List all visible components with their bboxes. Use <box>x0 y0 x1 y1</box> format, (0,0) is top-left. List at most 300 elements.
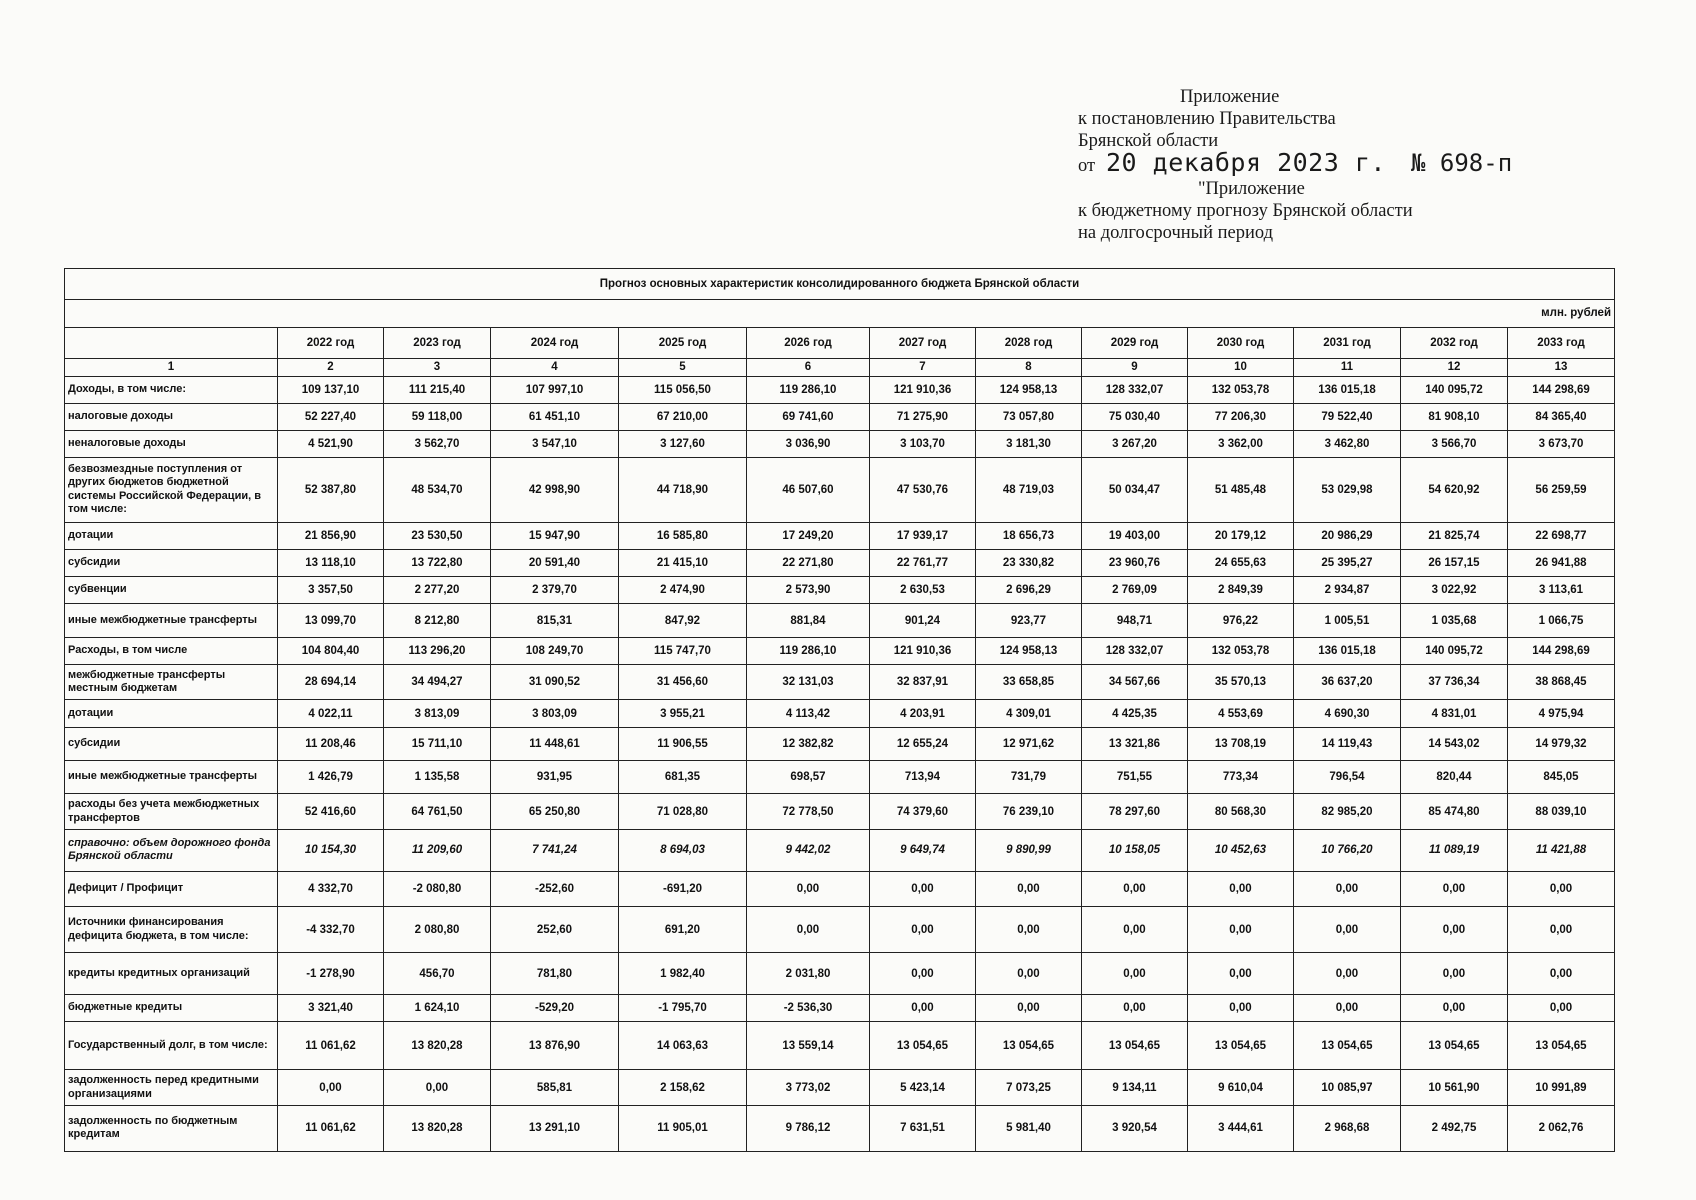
row-label: задолженность перед кредитными организациями <box>65 1070 278 1106</box>
table-cell: 796,54 <box>1294 761 1401 794</box>
table-cell: 0,00 <box>1508 995 1615 1022</box>
row-label: Государственный долг, в том числе: <box>65 1022 278 1070</box>
table-cell: 781,80 <box>491 953 619 995</box>
table-cell: 128 332,07 <box>1082 376 1188 403</box>
table-cell: 14 979,32 <box>1508 727 1615 760</box>
table-cell: 15 711,10 <box>384 727 491 760</box>
table-cell: 128 332,07 <box>1082 637 1188 664</box>
appendix-header <box>1078 86 1598 244</box>
table-cell: 948,71 <box>1082 604 1188 637</box>
year-header: 2031 год <box>1294 327 1401 358</box>
table-cell: 11 061,62 <box>278 1105 384 1151</box>
row-label: иные межбюджетные трансферты <box>65 761 278 794</box>
table-cell: 84 365,40 <box>1508 403 1615 430</box>
table-cell: 35 570,13 <box>1188 664 1294 700</box>
table-cell: 1 426,79 <box>278 761 384 794</box>
resolution-date: 20 декабря 2023 г. <box>1106 148 1386 177</box>
table-cell: 124 958,13 <box>976 637 1082 664</box>
table-cell: 31 456,60 <box>619 664 747 700</box>
table-cell: 109 137,10 <box>278 376 384 403</box>
row-label: дотации <box>65 700 278 727</box>
table-cell: 2 474,90 <box>619 577 747 604</box>
resolution-date-line <box>1078 148 1598 178</box>
table-cell: 48 534,70 <box>384 458 491 523</box>
table-cell: 13 054,65 <box>1508 1022 1615 1070</box>
table-cell: 0,00 <box>1401 995 1508 1022</box>
column-number: 5 <box>619 358 747 376</box>
table-cell: 3 357,50 <box>278 577 384 604</box>
table-row <box>65 794 1615 830</box>
table-row <box>65 907 1615 953</box>
column-number: 4 <box>491 358 619 376</box>
table-cell: 77 206,30 <box>1188 403 1294 430</box>
table-cell: 136 015,18 <box>1294 376 1401 403</box>
table-cell: 1 982,40 <box>619 953 747 995</box>
table-row <box>65 637 1615 664</box>
table-cell: 3 444,61 <box>1188 1105 1294 1151</box>
year-header: 2029 год <box>1082 327 1188 358</box>
table-cell: 121 910,36 <box>870 376 976 403</box>
table-cell: 0,00 <box>1294 907 1401 953</box>
table-cell: 72 778,50 <box>747 794 870 830</box>
table-row <box>65 871 1615 907</box>
table-cell: 10 154,30 <box>278 829 384 871</box>
year-header: 2030 год <box>1188 327 1294 358</box>
table-cell: 11 089,19 <box>1401 829 1508 871</box>
table-row <box>65 1070 1615 1106</box>
table-cell: 7 741,24 <box>491 829 619 871</box>
table-cell: 2 031,80 <box>747 953 870 995</box>
table-cell: 5 981,40 <box>976 1105 1082 1151</box>
table-cell: 11 209,60 <box>384 829 491 871</box>
table-cell: 2 492,75 <box>1401 1105 1508 1151</box>
table-cell: 13 321,86 <box>1082 727 1188 760</box>
table-cell: 65 250,80 <box>491 794 619 830</box>
table-cell: 111 215,40 <box>384 376 491 403</box>
table-cell: 3 036,90 <box>747 430 870 457</box>
column-number: 13 <box>1508 358 1615 376</box>
table-cell: 36 637,20 <box>1294 664 1401 700</box>
table-cell: 0,00 <box>976 995 1082 1022</box>
table-cell: 0,00 <box>1401 907 1508 953</box>
table-cell: 16 585,80 <box>619 522 747 549</box>
table-cell: 3 955,21 <box>619 700 747 727</box>
table-cell: 4 332,70 <box>278 871 384 907</box>
table-cell: -4 332,70 <box>278 907 384 953</box>
table-cell: 34 494,27 <box>384 664 491 700</box>
table-cell: 7 073,25 <box>976 1070 1082 1106</box>
table-cell: 0,00 <box>384 1070 491 1106</box>
year-header: 2028 год <box>976 327 1082 358</box>
table-cell: 115 056,50 <box>619 376 747 403</box>
table-cell: 3 562,70 <box>384 430 491 457</box>
table-cell: 20 591,40 <box>491 550 619 577</box>
table-cell: 32 837,91 <box>870 664 976 700</box>
year-header: 2032 год <box>1401 327 1508 358</box>
table-cell: 11 208,46 <box>278 727 384 760</box>
table-row <box>65 664 1615 700</box>
table-cell: 252,60 <box>491 907 619 953</box>
table-cell: 32 131,03 <box>747 664 870 700</box>
table-cell: 0,00 <box>1188 907 1294 953</box>
table-cell: 80 568,30 <box>1188 794 1294 830</box>
table-cell: 815,31 <box>491 604 619 637</box>
date-prefix: от <box>1078 156 1096 176</box>
table-row <box>65 376 1615 403</box>
table-cell: 56 259,59 <box>1508 458 1615 523</box>
table-cell: 21 415,10 <box>619 550 747 577</box>
table-cell: 2 379,70 <box>491 577 619 604</box>
table-cell: 713,94 <box>870 761 976 794</box>
table-cell: 23 330,82 <box>976 550 1082 577</box>
table-cell: 9 134,11 <box>1082 1070 1188 1106</box>
table-cell: 9 890,99 <box>976 829 1082 871</box>
year-header: 2022 год <box>278 327 384 358</box>
table-cell: 13 820,28 <box>384 1022 491 1070</box>
table-cell: 61 451,10 <box>491 403 619 430</box>
table-cell: 38 868,45 <box>1508 664 1615 700</box>
table-cell: 3 362,00 <box>1188 430 1294 457</box>
column-number: 2 <box>278 358 384 376</box>
table-cell: 2 849,39 <box>1188 577 1294 604</box>
table-cell: 0,00 <box>1401 871 1508 907</box>
table-cell: 4 521,90 <box>278 430 384 457</box>
table-cell: 3 113,61 <box>1508 577 1615 604</box>
year-header: 2026 год <box>747 327 870 358</box>
table-cell: 71 028,80 <box>619 794 747 830</box>
table-cell: 4 975,94 <box>1508 700 1615 727</box>
table-cell: 52 387,80 <box>278 458 384 523</box>
table-cell: 0,00 <box>1508 907 1615 953</box>
table-cell: 931,95 <box>491 761 619 794</box>
table-cell: 12 382,82 <box>747 727 870 760</box>
table-cell: 69 741,60 <box>747 403 870 430</box>
year-header: 2025 год <box>619 327 747 358</box>
row-label: дотации <box>65 522 278 549</box>
year-header: 2024 год <box>491 327 619 358</box>
table-cell: 124 958,13 <box>976 376 1082 403</box>
column-number: 9 <box>1082 358 1188 376</box>
table-cell: 42 998,90 <box>491 458 619 523</box>
table-row <box>65 577 1615 604</box>
table-cell: 2 062,76 <box>1508 1105 1615 1151</box>
table-title: Прогноз основных характеристик консолидированного бюджета Брянской области <box>65 269 1615 300</box>
column-number: 7 <box>870 358 976 376</box>
table-row <box>65 700 1615 727</box>
table-cell: 20 986,29 <box>1294 522 1401 549</box>
table-cell: 25 395,27 <box>1294 550 1401 577</box>
table-cell: 976,22 <box>1188 604 1294 637</box>
table-cell: 0,00 <box>870 871 976 907</box>
table-cell: 121 910,36 <box>870 637 976 664</box>
table-row <box>65 1105 1615 1151</box>
table-cell: 17 249,20 <box>747 522 870 549</box>
row-label: субсидии <box>65 727 278 760</box>
table-row <box>65 522 1615 549</box>
table-cell: 845,05 <box>1508 761 1615 794</box>
table-cell: 50 034,47 <box>1082 458 1188 523</box>
table-cell: 731,79 <box>976 761 1082 794</box>
table-cell: 820,44 <box>1401 761 1508 794</box>
table-cell: 81 908,10 <box>1401 403 1508 430</box>
table-cell: 64 761,50 <box>384 794 491 830</box>
table-cell: 0,00 <box>1082 871 1188 907</box>
table-cell: 21 856,90 <box>278 522 384 549</box>
table-cell: 76 239,10 <box>976 794 1082 830</box>
table-cell: 11 061,62 <box>278 1022 384 1070</box>
resolution-reference: к постановлению Правительства <box>1078 109 1336 129</box>
table-cell: 48 719,03 <box>976 458 1082 523</box>
table-row <box>65 1022 1615 1070</box>
table-cell: 3 773,02 <box>747 1070 870 1106</box>
table-cell: 67 210,00 <box>619 403 747 430</box>
table-cell: 13 099,70 <box>278 604 384 637</box>
table-cell: 0,00 <box>1082 907 1188 953</box>
table-cell: 2 080,80 <box>384 907 491 953</box>
year-header: 2033 год <box>1508 327 1615 358</box>
table-cell: 52 227,40 <box>278 403 384 430</box>
table-cell: 13 054,65 <box>976 1022 1082 1070</box>
row-label: справочно: объем дорожного фонда Брянской области <box>65 829 278 871</box>
table-cell: 3 566,70 <box>1401 430 1508 457</box>
table-cell: 881,84 <box>747 604 870 637</box>
table-cell: 901,24 <box>870 604 976 637</box>
table-cell: 71 275,90 <box>870 403 976 430</box>
table-cell: 681,35 <box>619 761 747 794</box>
table-cell: 46 507,60 <box>747 458 870 523</box>
table-cell: 13 291,10 <box>491 1105 619 1151</box>
table-cell: 132 053,78 <box>1188 376 1294 403</box>
table-cell: 0,00 <box>1401 953 1508 995</box>
year-header: 2027 год <box>870 327 976 358</box>
table-cell: 115 747,70 <box>619 637 747 664</box>
table-cell: 1 035,68 <box>1401 604 1508 637</box>
table-cell: 75 030,40 <box>1082 403 1188 430</box>
table-cell: 0,00 <box>870 953 976 995</box>
table-cell: 3 547,10 <box>491 430 619 457</box>
table-cell: 2 968,68 <box>1294 1105 1401 1151</box>
table-cell: 73 057,80 <box>976 403 1082 430</box>
table-cell: 11 421,88 <box>1508 829 1615 871</box>
table-cell: 53 029,98 <box>1294 458 1401 523</box>
table-cell: 3 022,92 <box>1401 577 1508 604</box>
table-cell: 11 905,01 <box>619 1105 747 1151</box>
table-cell: 78 297,60 <box>1082 794 1188 830</box>
table-cell: 5 423,14 <box>870 1070 976 1106</box>
table-cell: 13 820,28 <box>384 1105 491 1151</box>
table-cell: 4 022,11 <box>278 700 384 727</box>
table-cell: 13 708,19 <box>1188 727 1294 760</box>
row-label: задолженность по бюджетным кредитам <box>65 1105 278 1151</box>
table-cell: -252,60 <box>491 871 619 907</box>
table-cell: 13 722,80 <box>384 550 491 577</box>
table-cell: 140 095,72 <box>1401 637 1508 664</box>
table-cell: 28 694,14 <box>278 664 384 700</box>
row-label: Источники финансирования дефицита бюджета, в том числе: <box>65 907 278 953</box>
table-cell: 4 831,01 <box>1401 700 1508 727</box>
table-cell: 19 403,00 <box>1082 522 1188 549</box>
table-cell: 24 655,63 <box>1188 550 1294 577</box>
table-cell: 13 054,65 <box>1188 1022 1294 1070</box>
column-number: 10 <box>1188 358 1294 376</box>
table-cell: 15 947,90 <box>491 522 619 549</box>
table-cell: 3 462,80 <box>1294 430 1401 457</box>
row-label: Доходы, в том числе: <box>65 376 278 403</box>
table-cell: 7 631,51 <box>870 1105 976 1151</box>
table-cell: 2 630,53 <box>870 577 976 604</box>
table-cell: 12 655,24 <box>870 727 976 760</box>
inner-appendix-title: "Приложение <box>1198 179 1305 199</box>
row-label: иные межбюджетные трансферты <box>65 604 278 637</box>
row-label: бюджетные кредиты <box>65 995 278 1022</box>
table-cell: 37 736,34 <box>1401 664 1508 700</box>
table-cell: 13 054,65 <box>870 1022 976 1070</box>
table-cell: 0,00 <box>278 1070 384 1106</box>
table-cell: 47 530,76 <box>870 458 976 523</box>
table-cell: 21 825,74 <box>1401 522 1508 549</box>
table-cell: 132 053,78 <box>1188 637 1294 664</box>
table-cell: 3 321,40 <box>278 995 384 1022</box>
years-header-blank <box>65 327 278 358</box>
table-cell: 0,00 <box>1188 995 1294 1022</box>
table-cell: 17 939,17 <box>870 522 976 549</box>
table-cell: 79 522,40 <box>1294 403 1401 430</box>
table-cell: 88 039,10 <box>1508 794 1615 830</box>
table-cell: 13 118,10 <box>278 550 384 577</box>
table-row <box>65 403 1615 430</box>
budget-forecast-table <box>64 268 1615 1152</box>
table-cell: 773,34 <box>1188 761 1294 794</box>
row-label: субвенции <box>65 577 278 604</box>
table-cell: -1 278,90 <box>278 953 384 995</box>
table-cell: 23 960,76 <box>1082 550 1188 577</box>
year-header: 2023 год <box>384 327 491 358</box>
table-cell: 33 658,85 <box>976 664 1082 700</box>
table-cell: 54 620,92 <box>1401 458 1508 523</box>
table-cell: 2 158,62 <box>619 1070 747 1106</box>
table-cell: 13 876,90 <box>491 1022 619 1070</box>
table-cell: 3 103,70 <box>870 430 976 457</box>
table-cell: 0,00 <box>1082 995 1188 1022</box>
table-cell: 13 054,65 <box>1401 1022 1508 1070</box>
table-cell: 4 203,91 <box>870 700 976 727</box>
table-cell: 2 696,29 <box>976 577 1082 604</box>
table-cell: 59 118,00 <box>384 403 491 430</box>
table-cell: 13 054,65 <box>1294 1022 1401 1070</box>
table-cell: 2 573,90 <box>747 577 870 604</box>
row-label: межбюджетные трансферты местным бюджетам <box>65 664 278 700</box>
table-cell: 74 379,60 <box>870 794 976 830</box>
column-number: 3 <box>384 358 491 376</box>
table-row <box>65 829 1615 871</box>
table-row <box>65 458 1615 523</box>
table-cell: 0,00 <box>976 953 1082 995</box>
table-cell: 18 656,73 <box>976 522 1082 549</box>
table-cell: 119 286,10 <box>747 376 870 403</box>
row-label: расходы без учета межбюджетных трансфертов <box>65 794 278 830</box>
table-cell: 8 694,03 <box>619 829 747 871</box>
table-cell: 2 934,87 <box>1294 577 1401 604</box>
table-cell: 1 135,58 <box>384 761 491 794</box>
table-cell: 3 803,09 <box>491 700 619 727</box>
table-row <box>65 604 1615 637</box>
table-cell: 1 624,10 <box>384 995 491 1022</box>
table-cell: 0,00 <box>870 907 976 953</box>
table-cell: 12 971,62 <box>976 727 1082 760</box>
table-cell: -2 536,30 <box>747 995 870 1022</box>
table-cell: 3 920,54 <box>1082 1105 1188 1151</box>
table-cell: -691,20 <box>619 871 747 907</box>
table-cell: 0,00 <box>870 995 976 1022</box>
table-row <box>65 430 1615 457</box>
resolution-number: № 698-п <box>1411 149 1513 177</box>
table-cell: 923,77 <box>976 604 1082 637</box>
table-cell: 3 673,70 <box>1508 430 1615 457</box>
appendix-title: Приложение <box>1180 87 1280 107</box>
table-cell: 107 997,10 <box>491 376 619 403</box>
table-cell: 14 543,02 <box>1401 727 1508 760</box>
table-cell: 10 991,89 <box>1508 1070 1615 1106</box>
column-number: 8 <box>976 358 1082 376</box>
table-cell: 9 442,02 <box>747 829 870 871</box>
table-cell: 20 179,12 <box>1188 522 1294 549</box>
row-label: Дефицит / Профицит <box>65 871 278 907</box>
column-number: 11 <box>1294 358 1401 376</box>
table-cell: 10 085,97 <box>1294 1070 1401 1106</box>
table-cell: 698,57 <box>747 761 870 794</box>
table-cell: 2 769,09 <box>1082 577 1188 604</box>
table-cell: 26 157,15 <box>1401 550 1508 577</box>
table-cell: 136 015,18 <box>1294 637 1401 664</box>
table-cell: 144 298,69 <box>1508 637 1615 664</box>
table-cell: 9 649,74 <box>870 829 976 871</box>
table-cell: -529,20 <box>491 995 619 1022</box>
table-cell: 0,00 <box>1188 953 1294 995</box>
table-cell: 1 066,75 <box>1508 604 1615 637</box>
table-cell: 22 761,77 <box>870 550 976 577</box>
table-cell: 8 212,80 <box>384 604 491 637</box>
table-row <box>65 953 1615 995</box>
forecast-period: на долгосрочный период <box>1078 223 1274 243</box>
table-cell: 140 095,72 <box>1401 376 1508 403</box>
table-cell: 456,70 <box>384 953 491 995</box>
table-cell: 51 485,48 <box>1188 458 1294 523</box>
table-row <box>65 550 1615 577</box>
table-cell: 4 425,35 <box>1082 700 1188 727</box>
table-cell: 0,00 <box>1294 871 1401 907</box>
table-cell: 10 452,63 <box>1188 829 1294 871</box>
column-number: 6 <box>747 358 870 376</box>
row-label: Расходы, в том числе <box>65 637 278 664</box>
table-cell: 3 181,30 <box>976 430 1082 457</box>
table-cell: 0,00 <box>747 871 870 907</box>
table-cell: 3 127,60 <box>619 430 747 457</box>
table-cell: 11 448,61 <box>491 727 619 760</box>
table-cell: 0,00 <box>747 907 870 953</box>
unit-label: млн. рублей <box>65 300 1615 327</box>
table-cell: 4 309,01 <box>976 700 1082 727</box>
table-cell: -2 080,80 <box>384 871 491 907</box>
table-cell: 10 766,20 <box>1294 829 1401 871</box>
column-number: 12 <box>1401 358 1508 376</box>
table-cell: 108 249,70 <box>491 637 619 664</box>
table-cell: 119 286,10 <box>747 637 870 664</box>
table-cell: 11 906,55 <box>619 727 747 760</box>
table-cell: 0,00 <box>976 907 1082 953</box>
table-cell: 4 690,30 <box>1294 700 1401 727</box>
table-cell: 31 090,52 <box>491 664 619 700</box>
table-cell: 113 296,20 <box>384 637 491 664</box>
